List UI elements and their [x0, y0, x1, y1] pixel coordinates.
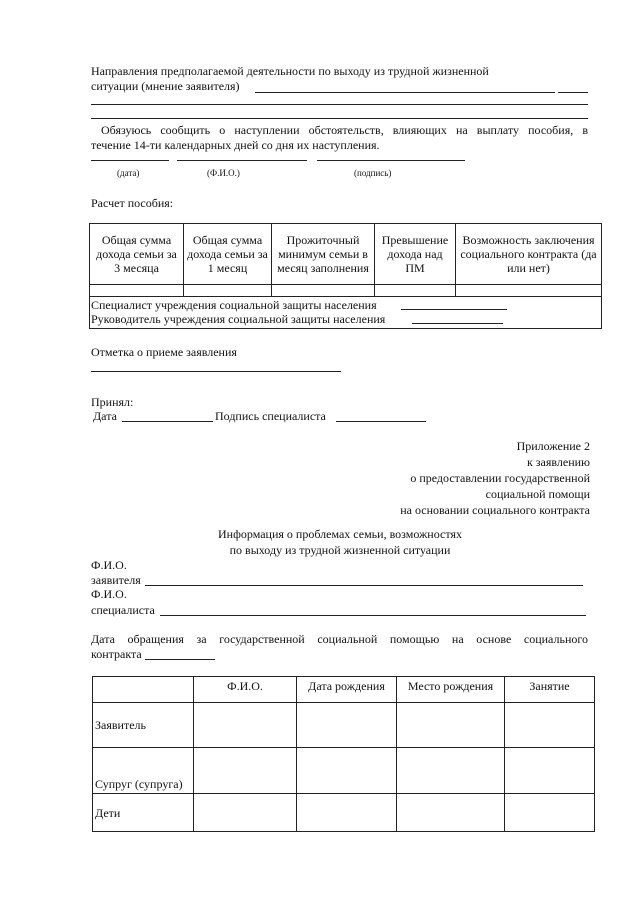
head-label: Руководитель учреждения социальной защиты населения: [91, 312, 386, 326]
applicant-field[interactable]: [145, 585, 583, 586]
family-cell[interactable]: [505, 748, 595, 794]
family-header: [93, 677, 194, 703]
directions-line2: ситуации (мнение заявителя): [91, 79, 240, 93]
family-cell[interactable]: [297, 703, 397, 748]
calc-cell[interactable]: [272, 285, 375, 297]
specialist-name-label: специалиста: [91, 603, 155, 617]
appendix-line: Приложение 2: [516, 439, 590, 453]
family-header: Ф.И.О.: [194, 677, 297, 703]
specialist-label: Специалист учреждения социальной защиты населения: [91, 298, 377, 312]
appeal-date-field[interactable]: [145, 659, 215, 660]
directions-field-2[interactable]: [91, 104, 588, 105]
calc-header: Общая сумма дохода семьи за 1 месяц: [184, 224, 272, 285]
family-cell[interactable]: [297, 748, 397, 794]
info-title-2: по выходу из трудной жизненной ситуации: [229, 543, 451, 557]
directions-field-end[interactable]: [558, 92, 588, 93]
calc-signatures-cell: [90, 297, 602, 329]
calc-cell[interactable]: [184, 285, 272, 297]
family-row-label: Заявитель: [93, 703, 194, 748]
appendix-line: на основании социального контракта: [400, 503, 590, 517]
appendix-line: о предоставлении государственной: [410, 471, 590, 485]
family-cell[interactable]: [194, 703, 297, 748]
fio-signature-field[interactable]: [177, 160, 307, 161]
info-title-1: Информация о проблемах семьи, возможностях: [218, 527, 462, 541]
applicant-label: заявителя: [91, 573, 141, 587]
accepted-label: Принял:: [91, 395, 134, 409]
directions-field[interactable]: [255, 92, 555, 93]
applicant-fio-label: Ф.И.О.: [91, 558, 127, 572]
obligation-line1: Обязуюсь сообщить о наступлении обстоятельств, влияющих на выплату пособия, в: [101, 123, 588, 137]
receipt-mark-field[interactable]: [91, 371, 341, 372]
specialist-sign-field[interactable]: [401, 309, 507, 310]
caption-date: (дата): [117, 168, 140, 178]
family-cell[interactable]: [505, 794, 595, 832]
family-row-label: Супруг (супруга): [93, 748, 194, 794]
family-header: Место рождения: [397, 677, 505, 703]
family-header: Дата рождения: [297, 677, 397, 703]
family-cell[interactable]: [194, 794, 297, 832]
family-cell[interactable]: [297, 794, 397, 832]
specialist-name-field[interactable]: [160, 615, 586, 616]
calc-cell[interactable]: [375, 285, 456, 297]
receipt-mark-label: Отметка о приеме заявления: [91, 345, 237, 359]
calc-title: Расчет пособия:: [91, 196, 174, 210]
family-row-label: Дети: [93, 794, 194, 832]
appendix-line: к заявлению: [526, 455, 590, 469]
calc-table: [89, 223, 602, 329]
signature-field[interactable]: [317, 160, 465, 161]
receipt-date-label: Дата: [93, 409, 117, 423]
receipt-date-field[interactable]: [122, 421, 213, 422]
appeal-line2: контракта: [91, 647, 142, 661]
specialist-fio-label: Ф.И.О.: [91, 587, 127, 601]
calc-header: Общая сумма дохода семьи за 3 месяца: [90, 224, 184, 285]
receipt-signature-field[interactable]: [336, 421, 426, 422]
family-header: Занятие: [505, 677, 595, 703]
calc-cell[interactable]: [90, 285, 184, 297]
receipt-signature-label: Подпись специалиста: [215, 409, 326, 423]
family-table: [92, 676, 595, 832]
family-cell[interactable]: [194, 748, 297, 794]
family-cell[interactable]: [397, 703, 505, 748]
head-sign-field[interactable]: [412, 323, 503, 324]
calc-cell[interactable]: [456, 285, 602, 297]
calc-header: Прожиточный минимум семьи в месяц заполнения: [272, 224, 375, 285]
family-cell[interactable]: [397, 794, 505, 832]
directions-line1: Направления предполагаемой деятельности по выходу из трудной жизненной: [91, 64, 489, 78]
date-signature-field[interactable]: [91, 160, 169, 161]
calc-header: Превышение дохода над ПМ: [375, 224, 456, 285]
directions-field-3[interactable]: [91, 118, 588, 119]
family-cell[interactable]: [397, 748, 505, 794]
family-cell[interactable]: [505, 703, 595, 748]
calc-header: Возможность заключения социального контракта (да или нет): [456, 224, 602, 285]
appendix-block: [290, 438, 590, 518]
appendix-line: социальной помощи: [485, 487, 590, 501]
caption-signature: (подпись): [354, 168, 392, 178]
appeal-line1: Дата обращения за государственной социальной помощью на основе социального: [91, 632, 588, 646]
caption-fio: (Ф.И.О.): [207, 168, 240, 178]
obligation-line2: течение 14-ти календарных дней со дня их наступления.: [91, 138, 380, 152]
